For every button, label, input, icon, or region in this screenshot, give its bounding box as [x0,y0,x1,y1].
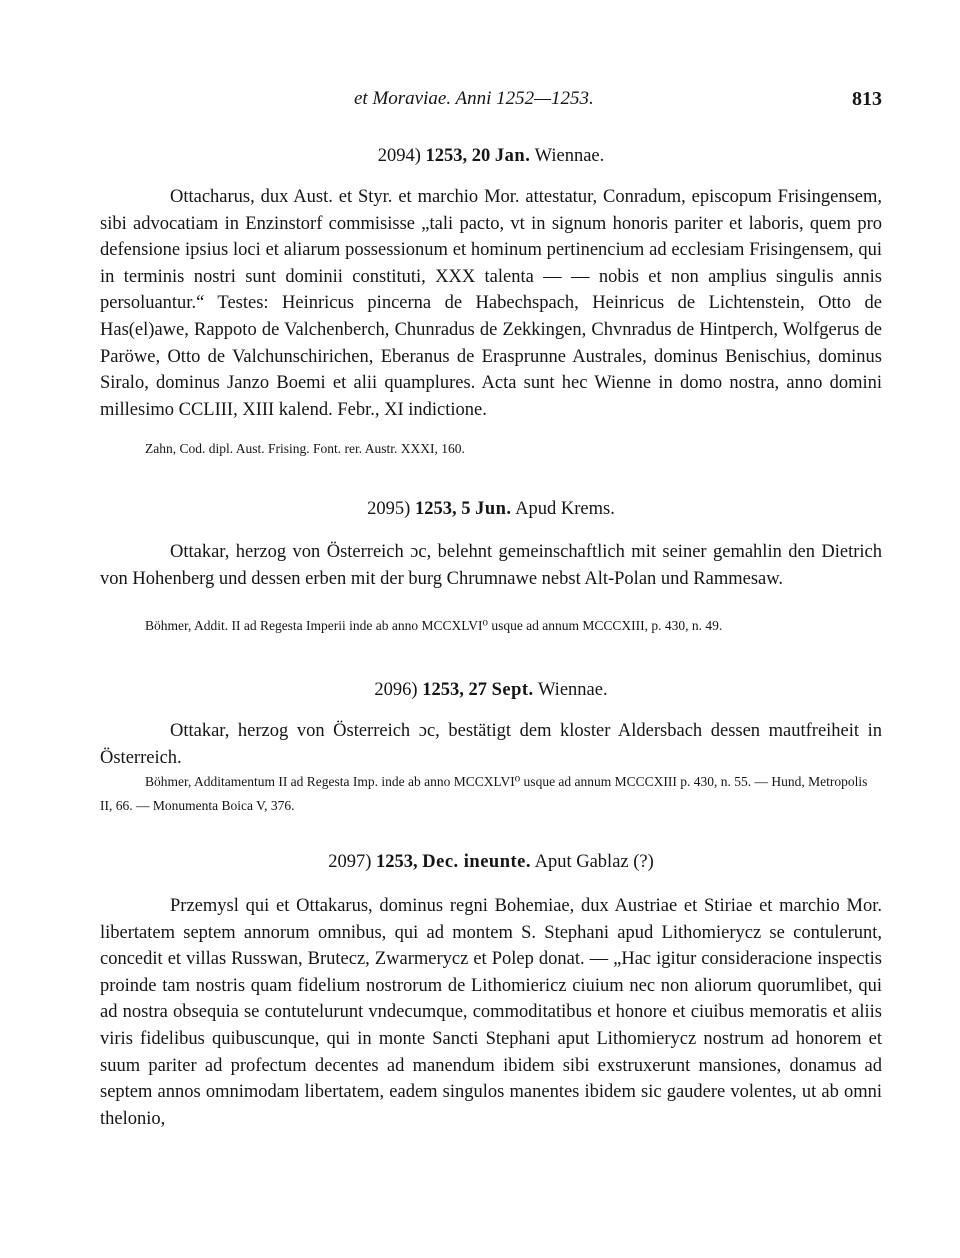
entry-heading [100,680,882,701]
entry-heading [100,146,882,167]
entry-date: 1253, [376,852,418,872]
entry-source: Böhmer, Additamentum II ad Regesta Imp. inde ab anno MCCXLVI⁰ usque ad annum MCCCXIII p. 430, n. 55. — Hund, Metropolis II, 66. — Monumenta Boica V, 376. [100,774,868,813]
entry-text: Przemysl qui et Ottakarus, dominus regni Bohemiae, dux Austriae et Stiriae et marchio Mor. libertatem septem annorum omnibus, qui ad montem S. Stephani apud Lithomierycz se contulerunt, concedit et villas Russwan, Brutecz, Zwarmerycz et Polep donat. — „Hac igitur consideracione inspectis proinde tam nostris quam fidelium nostrorum de Lithomiericz ciuium nec non aliorum quorumlibet, qui ad nostra obsequia se contutelurunt vndecumque, commoditatibus et honore et ciuibus memoratis et aliis viris fidelibus quibuscunque, qui in monte Sancti Stephani aput Lithomierycz nostrum ad honorem et suum pariter ad profectum decentes ad manendum ibidem sibi exstruxerunt mansiones, donamus ad septem annos omnimodam libertatem, eadem singulos manentes ibidem sic gaudere volentes, ut ab omni thelonio, [100,896,882,1129]
entry-number: 2096) [374,680,418,700]
entry-place: Aput Gablaz (?) [534,852,654,872]
entry-text: Ottakar, herzog von Österreich ɔc, bestätigt dem kloster Aldersbach dessen mautfreiheit in Österreich. [100,721,882,768]
entry-place: Apud Krems. [515,499,615,519]
entry-text: Ottakar, herzog von Österreich ɔc, belehnt gemeinschaftlich mit seiner gemahlin den Dietrich von Hohenberg und dessen erben mit der burg Chrumnawe nebst Alt-Polan und Rammesaw. [100,542,882,589]
entry-source: Böhmer, Addit. II ad Regesta Imperii inde ab anno MCCXLVI⁰ usque ad annum MCCCXIII, p. 430, n. 49. [145,618,723,633]
entry-heading [100,852,882,873]
running-header [100,88,882,116]
entry-month: Jan. [494,146,531,166]
running-title: et Moraviae. Anni 1252—1253. [354,88,594,109]
entry-number: 2097) [328,852,372,872]
entry-place: Wiennae. [534,146,605,166]
entry-date: 1253, 5 [414,499,471,519]
entry-month: Jun. [475,499,512,519]
entry-heading [100,499,882,520]
entry-source: Zahn, Cod. dipl. Aust. Frising. Font. rer. Austr. XXXI, 160. [145,441,465,456]
entry-date: 1253, 20 [425,146,491,166]
entry-month: Sept. [491,680,534,700]
entry-month: Dec. ineunte. [422,852,531,872]
entry-number: 2094) [377,146,421,166]
entry-text: Ottacharus, dux Aust. et Styr. et marchio Mor. attestatur, Conradum, episcopum Frisingensem, sibi advocatiam in Enzinstorf commisisse „tali pacto, vt in signum honoris pariter et laboris, quem pro defensione ipsius loci et aliarum possessionum et hominum pertinencium ad ecclesiam Frisingensem, qui in terminis nostri sunt dominii constituti, XXX talenta — — nobis et non amplius singulis annis persoluantur.“ Testes: Heinricus pincerna de Habechspach, Heinricus de Lichtenstein, Otto de Has(el)awe, Rappoto de Valchenberch, Chunradus de Zekkingen, Chvnradus de Hintperch, Wolfgerus de Paröwe, Otto de Valchunschirichen, Eberanus de Erasprunne Australes, dominus Benischius, dominus Siralo, dominus Janzo Boemi et alii quamplures. Acta sunt hec Wienne in domo nostra, anno domini millesimo CCLIII, XIII kalend. Febr., XI indictione. [100,187,882,420]
page-number: 813 [852,88,882,110]
entry-date: 1253, 27 [422,680,487,700]
entry-number: 2095) [367,499,411,519]
entry-place: Wiennae. [537,680,608,700]
